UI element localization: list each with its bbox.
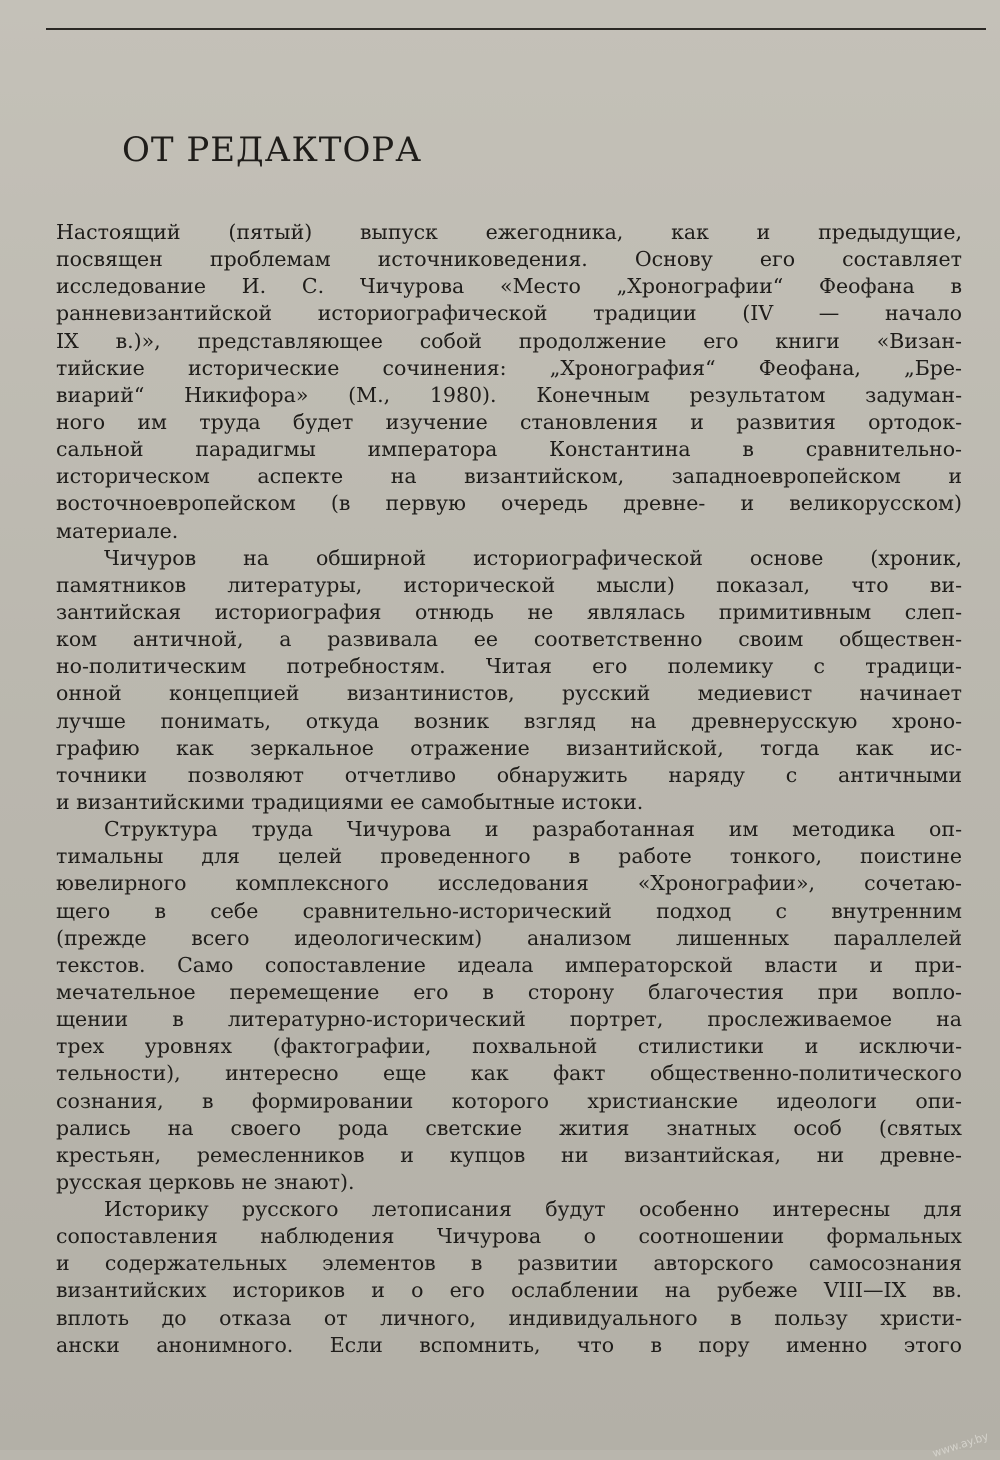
top-rule (46, 28, 986, 30)
text-line: материале. (56, 518, 179, 543)
text-line: мечательное перемещение его в сторону благочестия при вопло- (56, 979, 962, 1004)
text-line: и византийскими традициями ее самобытные истоки. (56, 789, 644, 814)
paragraph (56, 816, 962, 1196)
text-line: (прежде всего идеологическим) анализом лишенных параллелей (56, 925, 962, 950)
text-line: ранневизантийской историографической традиции (IV — начало (56, 301, 962, 326)
text-line: тийские исторические сочинения: „Хронография“ Феофана, „Бре- (56, 355, 962, 380)
body-text (56, 219, 962, 1359)
text-line: Настоящий (пятый) выпуск ежегодника, как и предыдущие, (56, 220, 962, 244)
text-line: но-политическим потребностям. Читая его полемику с традици- (56, 654, 962, 679)
text-line: графию как зеркальное отражение византийской, тогда как ис- (56, 735, 962, 760)
text-line: лучше понимать, откуда возник взгляд на древнерусскую хроно- (56, 708, 962, 733)
watermark: www.ay.by (930, 1429, 990, 1460)
text-line: ювелирного комплексного исследования «Хронографии», сочетаю- (56, 871, 962, 896)
text-line: ного им труда будет изучение становления и развития ортодок- (56, 409, 962, 434)
text-line: Историку русского летописания будут особенно интересны для (104, 1197, 962, 1222)
text-line: точники позволяют отчетливо обнаружить наряду с античными (56, 762, 962, 787)
text-line: историческом аспекте на византийском, западноевропейском и (56, 464, 962, 489)
text-line: щего в себе сравнительно-исторический подход с внутренним (56, 898, 962, 923)
paragraph (56, 545, 962, 816)
text-line: сознания, в формировании которого христианские идеологи опи- (56, 1088, 962, 1113)
text-line: текстов. Само сопоставление идеала императорской власти и при- (56, 952, 962, 977)
text-line: тимальны для целей проведенного в работе тонкого, поистине (56, 844, 962, 869)
text-line: ански анонимного. Если вспомнить, что в пору именно этого (56, 1332, 962, 1357)
text-line: крестьян, ремесленников и купцов ни византийская, ни древне- (56, 1142, 962, 1167)
text-line: византийских историков и о его ослаблении на рубеже VIII—IX вв. (56, 1278, 962, 1303)
text-line: посвящен проблемам источниковедения. Основу его составляет (56, 247, 962, 272)
text-line: сопоставления наблюдения Чичурова о соотношении формальных (56, 1224, 962, 1249)
text-line: восточноевропейском (в первую очередь древне- и великорусском) (56, 491, 962, 516)
text-line: Структура труда Чичурова и разработанная им методика оп- (104, 817, 962, 842)
text-line: трех уровнях (фактографии, похвальной стилистики и исключи- (56, 1034, 962, 1059)
text-line: зантийская историография отнюдь не являлась примитивным слеп- (56, 599, 962, 624)
text-line: сальной парадигмы императора Константина в сравнительно- (56, 437, 962, 462)
paragraph (56, 1196, 962, 1359)
text-line: виарий“ Никифора» (М., 1980). Конечным результатом задуман- (56, 382, 962, 407)
text-line: ком античной, а развивала ее соответственно своим обществен- (56, 627, 962, 652)
text-line: рались на своего рода светские жития знатных особ (святых (56, 1115, 962, 1140)
text-line: памятников литературы, исторической мысли) показал, что ви- (56, 572, 962, 597)
text-line: и содержательных элементов в развитии авторского самосознания (56, 1251, 962, 1276)
paragraph (56, 219, 962, 545)
text-line: щении в литературно-исторический портрет, прослеживаемое на (56, 1007, 962, 1032)
text-line: онной концепцией византинистов, русский медиевист начинает (56, 681, 962, 706)
text-line: русская церковь не знают). (56, 1169, 355, 1194)
text-line: тельности), интересно еще как факт общественно-политического (56, 1061, 962, 1086)
text-line: вплоть до отказа от личного, индивидуального в пользу христи- (56, 1305, 962, 1330)
page-title: ОТ РЕДАКТОРА (122, 130, 422, 170)
text-line: IX в.)», представляющее собой продолжение его книги «Визан- (56, 328, 962, 353)
text-line: исследование И. С. Чичурова «Место „Хронографии“ Феофана в (56, 274, 962, 299)
text-line: Чичуров на обширной историографической основе (хроник, (104, 545, 962, 570)
